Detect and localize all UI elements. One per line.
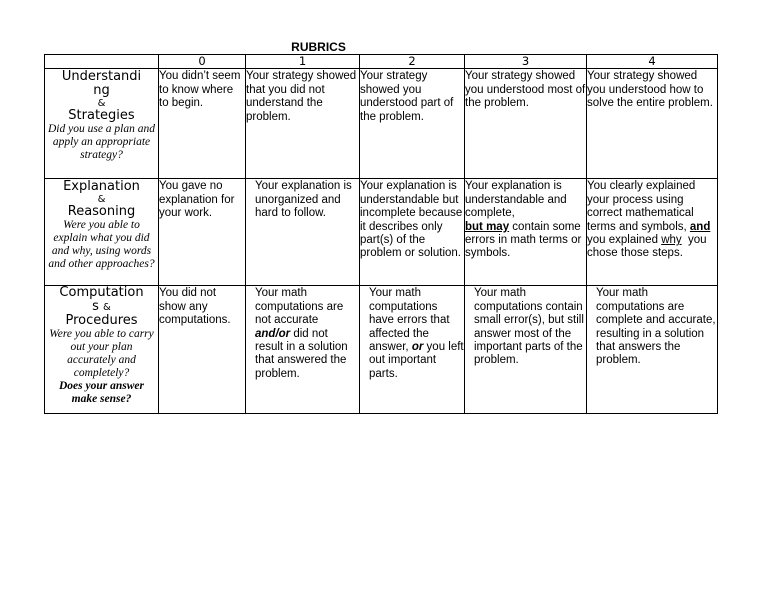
criterion-title-line: ng [93,83,110,99]
cell-text: You didn’t seem to know where to begin. [159,70,241,110]
cell-text [587,179,717,260]
cell-text: Your math computations are complete and accurate, resulting in a solution that answers the problem. [596,287,716,367]
cell-understanding-1 [246,69,360,179]
emphasis-text: or [411,341,424,354]
cell-explanation-0 [159,179,246,286]
cell-explanation-4 [587,179,718,286]
criterion-ampersand: & [97,98,106,110]
cell-computations-1 [246,286,360,414]
cell-text [465,179,586,260]
cell-explanation-3 [465,179,587,286]
cell-text: Your strategy showed you understood how to solve the entire problem. [587,70,713,110]
criterion-title-line: Procedures [65,313,138,329]
score-header-1: 1 [246,55,360,69]
cell-text-part: Your math computations have errors that affected the answer, [369,287,450,354]
cell-text: Your strategy showed that you did not understand the problem. [246,70,357,123]
cell-text: You did not show any computations. [159,287,231,327]
criterion-question: Were you able to explain what you did and why, using words and other approaches? [48,219,155,271]
criterion-title-line: Strategies [68,108,135,124]
cell-text: Your explanation is unorganized and hard to follow. [255,180,352,220]
cell-text-part: did not result in a solution that answered the problem. [255,327,348,380]
cell-text-part: Your explanation is understandable and complete, [465,180,567,220]
criterion-computations [45,286,159,414]
criterion-ampersand: & [103,302,111,314]
score-header-2: 2 [360,55,465,69]
cell-text: Your explanation is understandable but incomplete because it describes only part(s) of the problem or solution. [360,180,463,260]
rubric-row-computations [45,286,718,414]
cell-text: Your strategy showed you understood most of the problem. [465,70,586,110]
cell-explanation-1 [246,179,360,286]
cell-understanding-0 [159,69,246,179]
emphasis-text: but may [465,220,510,233]
header-blank [45,55,159,69]
cell-text-part: you left out important parts. [369,341,464,380]
emphasis-text: why [661,234,682,247]
cell-text-part: you chose those steps. [587,234,707,260]
cell-understanding-4 [587,69,718,179]
criterion-title-line: Reasoning [67,204,136,220]
criterion-title-line: Understandi [61,69,142,85]
cell-text: Your math computations contain small error(s), but still answer most of the important parts of the problem. [474,287,584,367]
rubric-title: RUBRICS [291,40,346,54]
criterion-explanation [45,179,159,286]
cell-understanding-3 [465,69,587,179]
score-header-4: 4 [587,55,718,69]
cell-text-part: Your math computations are not accurate [255,287,344,327]
cell-understanding-2 [360,69,465,179]
cell-text: Your strategy showed you understood part of the problem. [360,70,454,123]
cell-computations-3 [465,286,587,414]
emphasis-text: and [689,220,711,233]
cell-computations-2 [360,286,465,414]
cell-computations-0 [159,286,246,414]
cell-text-part: you explained [587,234,658,247]
criterion-ampersand: & [97,194,106,206]
criterion-title-line: Computation [59,285,144,301]
criterion-question: Did you use a plan and apply an appropriate strategy? [47,123,155,162]
criterion-question: Were you able to carry out your plan accurately and completely? [49,328,154,380]
score-header-3: 3 [465,55,587,69]
emphasis-text: and/or [255,327,291,340]
rubric-row-understanding [45,69,718,179]
cell-text [369,286,464,381]
rubric-row-explanation [45,179,718,286]
rubric-table [44,54,718,414]
cell-computations-4 [587,286,718,414]
cell-text-part: contain some errors in math terms or symbols. [465,220,582,260]
cell-text [255,286,359,381]
criterion-title-part: s [92,299,99,315]
criterion-question-emphasis: Does your answer make sense? [59,380,144,406]
cell-explanation-2 [360,179,465,286]
criterion-understanding [45,69,159,179]
score-header-row [45,55,718,69]
criterion-title-line: Explanation [63,179,140,195]
score-header-0: 0 [159,55,246,69]
cell-text: You gave no explanation for your work. [159,180,235,220]
criterion-title-line [45,300,158,314]
cell-text-part: You clearly explained your process using correct mathematical terms and symbols, [587,180,696,233]
